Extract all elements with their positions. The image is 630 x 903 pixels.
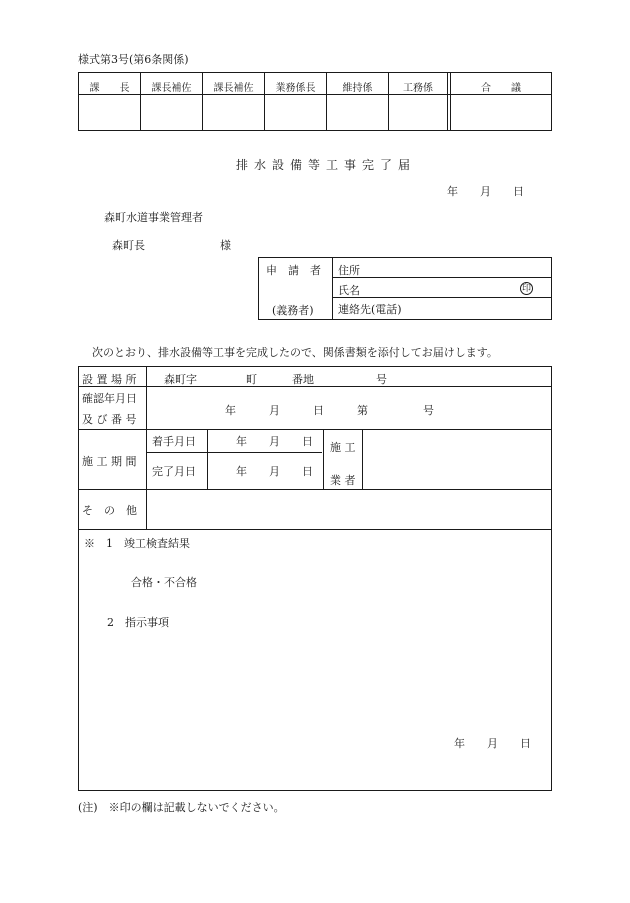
- approval-header-construction: 工務係: [403, 83, 433, 94]
- approval-header-business-chief: 業務係長: [275, 83, 316, 94]
- inspection-date: 年 月 日: [454, 737, 531, 750]
- period-label: 施 工 期 間: [82, 455, 137, 468]
- form-number: 様式第3号(第6条関係): [78, 53, 189, 66]
- approval-header-assistant-2: 課長補佐: [213, 83, 254, 94]
- pass-fail: 合格・不合格: [131, 576, 197, 589]
- contractor-label-1: 施 工: [330, 441, 356, 454]
- start-date-value: 年 月 日: [236, 435, 313, 448]
- instruction-label: 2 指示事項: [107, 616, 169, 629]
- approval-header-consultation: 合 議: [481, 83, 521, 94]
- start-date-label: 着手月日: [152, 435, 196, 448]
- approval-date-label-2: 及 び 番 号: [82, 413, 137, 426]
- submission-date: 年 月 日: [447, 185, 524, 198]
- approval-date-value: 年 月 日 第 号: [225, 404, 434, 417]
- intro-text: 次のとおり、排水設備等工事を完成したので、関係書類を添付してお届けします。: [92, 346, 498, 359]
- location-lot: 番地: [292, 373, 314, 386]
- location-town: 町: [246, 373, 257, 386]
- contact-label: 連絡先(電話): [338, 303, 402, 316]
- address-label: 住所: [338, 264, 360, 277]
- approval-header-assistant-1: 課長補佐: [151, 83, 192, 94]
- location-village: 森町字: [164, 373, 197, 386]
- applicant-label: 申 請 者: [266, 264, 321, 277]
- approval-header-maintenance: 維持係: [342, 83, 373, 94]
- recipient-water-manager: 森町水道事業管理者: [104, 211, 203, 224]
- end-date-value: 年 月 日: [236, 465, 313, 478]
- inspection-result-label: ※ 1 竣工検査結果: [84, 537, 190, 550]
- recipient-mayor: 森町長: [112, 239, 145, 252]
- seal-mark-icon: 印: [521, 284, 531, 294]
- obligor-label: (義務者): [272, 304, 314, 317]
- approval-header-section-chief: 課 長: [89, 83, 130, 94]
- footnote: (注) ※印の欄は記載しないでください。: [78, 801, 285, 814]
- approval-date-label-1: 確認年月日: [82, 392, 137, 405]
- name-label: 氏名: [338, 284, 360, 297]
- other-label: そ の 他: [82, 504, 137, 517]
- location-label: 設 置 場 所: [82, 373, 137, 386]
- contractor-label-2: 業 者: [330, 474, 356, 487]
- recipient-honorific: 様: [220, 239, 231, 252]
- document-title: 排水設備等工事完了届: [236, 158, 417, 172]
- end-date-label: 完了月日: [152, 465, 196, 478]
- location-number: 号: [376, 373, 387, 386]
